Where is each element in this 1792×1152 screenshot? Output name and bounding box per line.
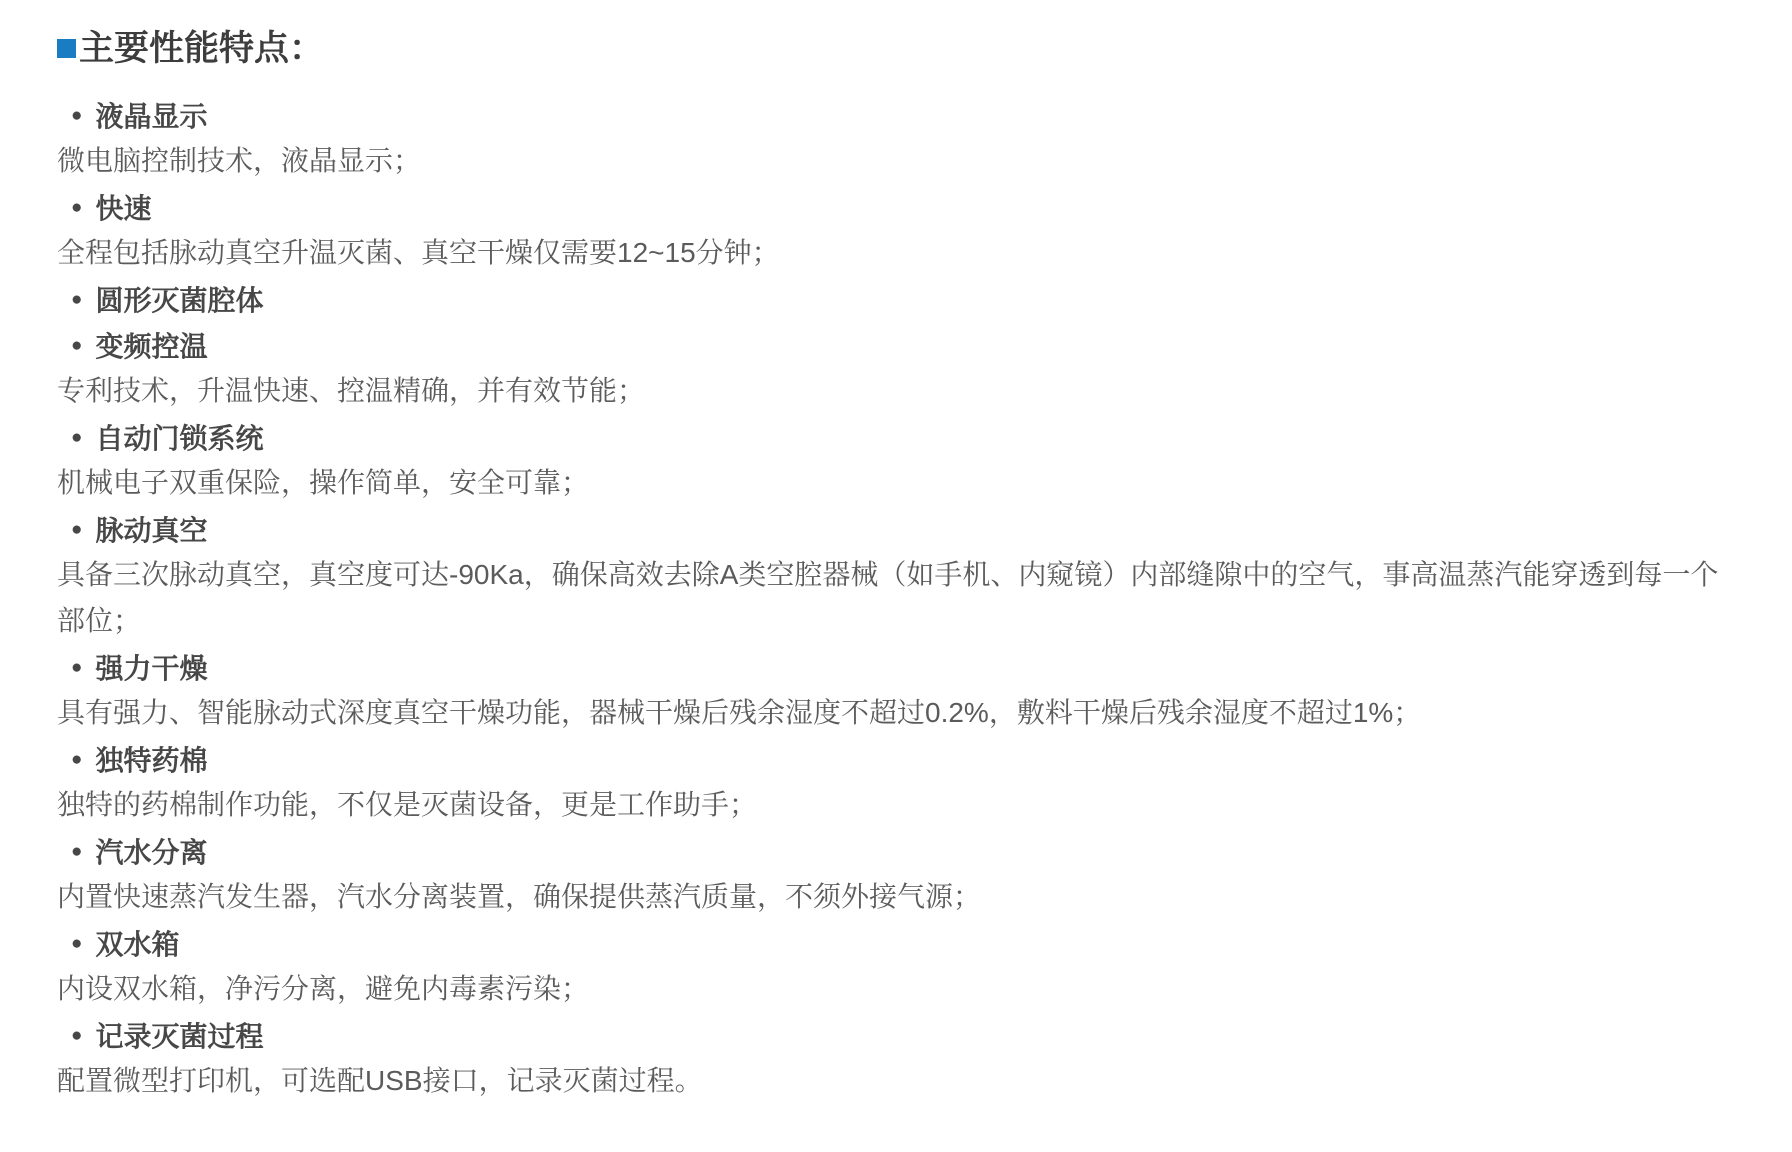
feature-item bbox=[57, 920, 1737, 1012]
bullet-icon: ● bbox=[71, 1024, 83, 1046]
feature-heading-text: 记录灭菌过程 bbox=[95, 1021, 264, 1052]
feature-heading-text: 快速 bbox=[95, 193, 152, 224]
feature-item bbox=[57, 414, 1737, 506]
feature-heading bbox=[57, 276, 1737, 322]
feature-heading bbox=[57, 644, 1737, 690]
feature-description: 具有强力、智能脉动式深度真空干燥功能，器械干燥后残余湿度不超过0.2%，敷料干燥后残余湿度不超过1%； bbox=[57, 697, 1422, 728]
feature-heading-text: 液晶显示 bbox=[95, 101, 208, 132]
bullet-icon: ● bbox=[71, 656, 83, 678]
feature-list bbox=[57, 92, 1737, 1104]
feature-description: 配置微型打印机，可选配USB接口，记录灭菌过程。 bbox=[57, 1065, 703, 1096]
feature-description: 微电脑控制技术，液晶显示； bbox=[57, 145, 422, 176]
bullet-icon: ● bbox=[71, 840, 83, 862]
feature-item bbox=[57, 276, 1737, 322]
feature-description: 独特的药棉制作功能，不仅是灭菌设备，更是工作助手； bbox=[57, 789, 758, 820]
feature-description: 专利技术，升温快速、控温精确，并有效节能； bbox=[57, 375, 646, 406]
feature-heading-text: 脉动真空 bbox=[95, 515, 208, 546]
title-square-icon bbox=[57, 39, 76, 58]
feature-description: 内设双水箱，净污分离，避免内毒素污染； bbox=[57, 973, 590, 1004]
feature-item bbox=[57, 92, 1737, 184]
feature-heading bbox=[57, 322, 1737, 368]
bullet-icon: ● bbox=[71, 196, 83, 218]
bullet-icon: ● bbox=[71, 932, 83, 954]
feature-item bbox=[57, 644, 1737, 736]
feature-item bbox=[57, 828, 1737, 920]
feature-item bbox=[57, 322, 1737, 414]
feature-heading bbox=[57, 184, 1737, 230]
feature-heading bbox=[57, 920, 1737, 966]
feature-description: 具备三次脉动真空，真空度可达-90Ka，确保高效去除A类空腔器械（如手机、内窥镜）内部缝隙中的空气，事高温蒸汽能穿透到每一个部位； bbox=[57, 559, 1719, 636]
feature-heading-text: 自动门锁系统 bbox=[95, 423, 264, 454]
feature-heading-text: 变频控温 bbox=[95, 331, 208, 362]
feature-heading-text: 独特药棉 bbox=[95, 745, 208, 776]
feature-heading bbox=[57, 506, 1737, 552]
bullet-icon: ● bbox=[71, 426, 83, 448]
feature-heading-text: 双水箱 bbox=[95, 929, 180, 960]
feature-heading-text: 强力干燥 bbox=[95, 653, 208, 684]
feature-heading-text: 汽水分离 bbox=[95, 837, 208, 868]
feature-heading bbox=[57, 828, 1737, 874]
feature-item bbox=[57, 506, 1737, 644]
feature-description: 内置快速蒸汽发生器，汽水分离装置，确保提供蒸汽质量，不须外接气源； bbox=[57, 881, 982, 912]
feature-heading-text: 圆形灭菌腔体 bbox=[95, 285, 264, 316]
bullet-icon: ● bbox=[71, 334, 83, 356]
feature-heading bbox=[57, 92, 1737, 138]
feature-heading bbox=[57, 736, 1737, 782]
feature-description: 机械电子双重保险，操作简单，安全可靠； bbox=[57, 467, 590, 498]
bullet-icon: ● bbox=[71, 518, 83, 540]
feature-item bbox=[57, 184, 1737, 276]
feature-item bbox=[57, 736, 1737, 828]
page-title bbox=[57, 24, 1737, 72]
feature-description: 全程包括脉动真空升温灭菌、真空干燥仅需要12~15分钟； bbox=[57, 237, 780, 268]
feature-heading bbox=[57, 414, 1737, 460]
bullet-icon: ● bbox=[71, 288, 83, 310]
feature-heading bbox=[57, 1012, 1737, 1058]
bullet-icon: ● bbox=[71, 104, 83, 126]
page-title-text: 主要性能特点： bbox=[79, 28, 325, 68]
bullet-icon: ● bbox=[71, 748, 83, 770]
feature-item bbox=[57, 1012, 1737, 1104]
